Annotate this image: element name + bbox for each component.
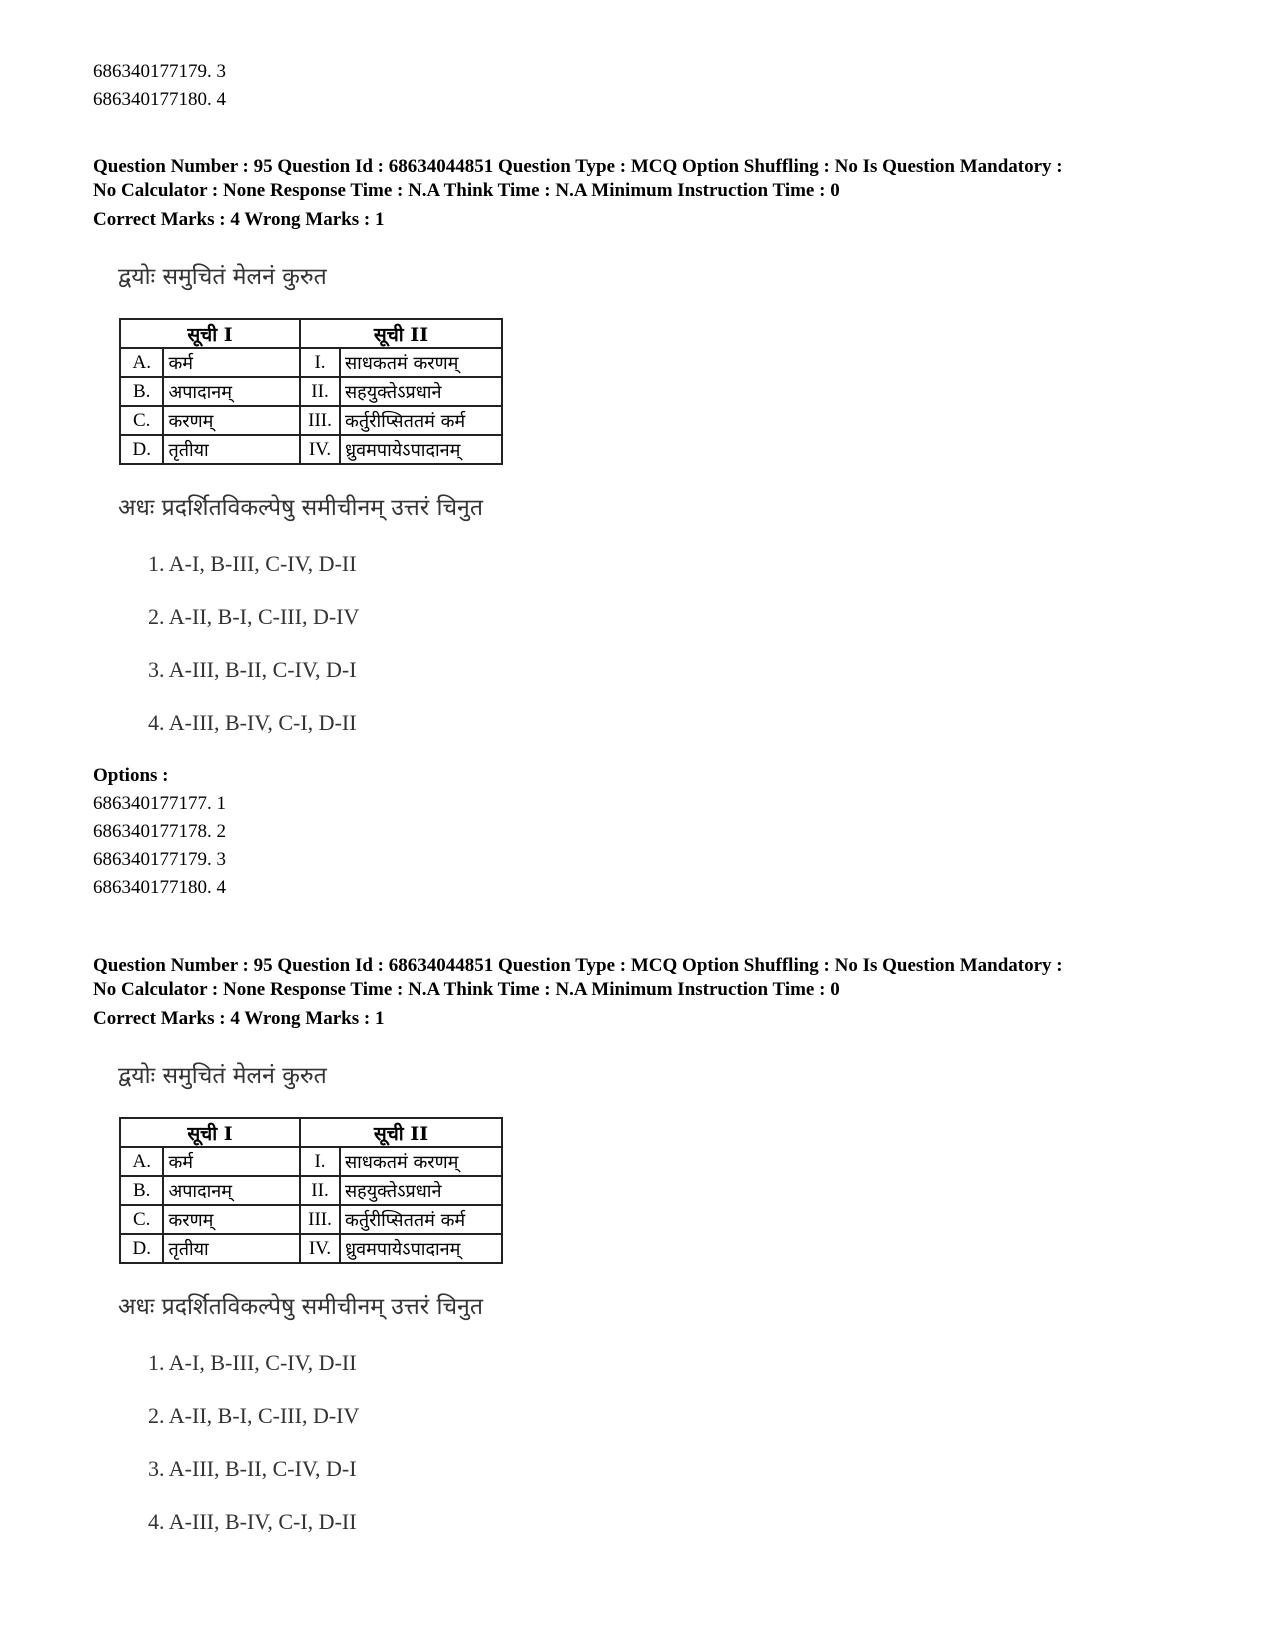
- question-prompt: द्वयोः समुचितं मेलनं कुरुत: [118, 264, 327, 290]
- question-meta-line-2: No Calculator : None Response Time : N.A Think Time : N.A Minimum Instruction Time : 0: [93, 979, 840, 1000]
- answer-choice: 1. A-I, B-III, C-IV, D-II: [148, 551, 357, 576]
- row-label-right: I.: [300, 1147, 340, 1176]
- answer-choice: 2. A-II, B-I, C-III, D-IV: [148, 604, 360, 629]
- row-label-left: D.: [120, 435, 163, 464]
- row-label-left: B.: [120, 1176, 163, 1205]
- row-text-left: कर्म: [163, 348, 300, 377]
- option-line: 686340177180. 4: [93, 89, 226, 110]
- match-table: [119, 1117, 503, 1264]
- table-header-list-2: सूची II: [300, 319, 502, 348]
- question-marks: Correct Marks : 4 Wrong Marks : 1: [93, 209, 385, 230]
- table-row: [120, 1176, 502, 1205]
- table-row: [120, 1205, 502, 1234]
- option-line: 686340177179. 3: [93, 849, 226, 870]
- question-instruction: अधः प्रदर्शितविकल्पेषु समीचीनम् उत्तरं चिनुत: [118, 1294, 483, 1320]
- row-text-right: ध्रुवमपायेऽपादानम्: [340, 435, 502, 464]
- row-text-right: साधकतमं करणम्: [340, 1147, 502, 1176]
- option-line: 686340177177. 1: [93, 793, 226, 814]
- question-instruction: अधः प्रदर्शितविकल्पेषु समीचीनम् उत्तरं चिनुत: [118, 495, 483, 521]
- table-row: [120, 406, 502, 435]
- row-text-right: कर्तुरीप्सिततमं कर्म: [340, 406, 502, 435]
- row-label-left: C.: [120, 1205, 163, 1234]
- question-marks: Correct Marks : 4 Wrong Marks : 1: [93, 1008, 385, 1029]
- answer-choice: 2. A-II, B-I, C-III, D-IV: [148, 1403, 360, 1428]
- table-row: [120, 1234, 502, 1263]
- row-label-right: III.: [300, 1205, 340, 1234]
- match-table: [119, 318, 503, 465]
- row-text-left: कर्म: [163, 1147, 300, 1176]
- row-text-left: तृतीया: [163, 1234, 300, 1263]
- row-text-left: अपादानम्: [163, 1176, 300, 1205]
- row-text-right: सहयुक्तेऽप्रधाने: [340, 377, 502, 406]
- row-text-right: सहयुक्तेऽप्रधाने: [340, 1176, 502, 1205]
- table-row: [120, 435, 502, 464]
- row-text-left: अपादानम्: [163, 377, 300, 406]
- row-label-right: III.: [300, 406, 340, 435]
- table-header-list-2: सूची II: [300, 1118, 502, 1147]
- table-header-list-1: सूची I: [120, 1118, 300, 1147]
- option-line: 686340177180. 4: [93, 877, 226, 898]
- row-label-left: B.: [120, 377, 163, 406]
- table-row: [120, 348, 502, 377]
- option-line: 686340177178. 2: [93, 821, 226, 842]
- row-label-left: A.: [120, 1147, 163, 1176]
- row-text-left: करणम्: [163, 1205, 300, 1234]
- answer-choice: 4. A-III, B-IV, C-I, D-II: [148, 1509, 357, 1534]
- row-label-left: D.: [120, 1234, 163, 1263]
- answer-choice: 1. A-I, B-III, C-IV, D-II: [148, 1350, 357, 1375]
- option-line: 686340177179. 3: [93, 61, 226, 82]
- row-text-left: करणम्: [163, 406, 300, 435]
- row-label-right: IV.: [300, 1234, 340, 1263]
- question-meta-line-2: No Calculator : None Response Time : N.A Think Time : N.A Minimum Instruction Time : 0: [93, 180, 840, 201]
- answer-choice: 3. A-III, B-II, C-IV, D-I: [148, 1456, 357, 1481]
- row-label-right: II.: [300, 377, 340, 406]
- row-text-right: साधकतमं करणम्: [340, 348, 502, 377]
- table-header-list-1: सूची I: [120, 319, 300, 348]
- table-row: [120, 377, 502, 406]
- question-meta-line-1: Question Number : 95 Question Id : 68634044851 Question Type : MCQ Option Shuffling : No Is Question Mandatory :: [93, 955, 1063, 976]
- row-text-right: ध्रुवमपायेऽपादानम्: [340, 1234, 502, 1263]
- row-text-right: कर्तुरीप्सिततमं कर्म: [340, 1205, 502, 1234]
- answer-choice: 4. A-III, B-IV, C-I, D-II: [148, 710, 357, 735]
- table-header-row: [120, 1118, 502, 1147]
- row-text-left: तृतीया: [163, 435, 300, 464]
- row-label-right: IV.: [300, 435, 340, 464]
- row-label-right: II.: [300, 1176, 340, 1205]
- question-prompt: द्वयोः समुचितं मेलनं कुरुत: [118, 1063, 327, 1089]
- row-label-left: C.: [120, 406, 163, 435]
- row-label-left: A.: [120, 348, 163, 377]
- row-label-right: I.: [300, 348, 340, 377]
- table-header-row: [120, 319, 502, 348]
- question-meta-line-1: Question Number : 95 Question Id : 68634044851 Question Type : MCQ Option Shuffling : No Is Question Mandatory :: [93, 156, 1063, 177]
- table-row: [120, 1147, 502, 1176]
- answer-choice: 3. A-III, B-II, C-IV, D-I: [148, 657, 357, 682]
- options-heading: Options :: [93, 765, 169, 786]
